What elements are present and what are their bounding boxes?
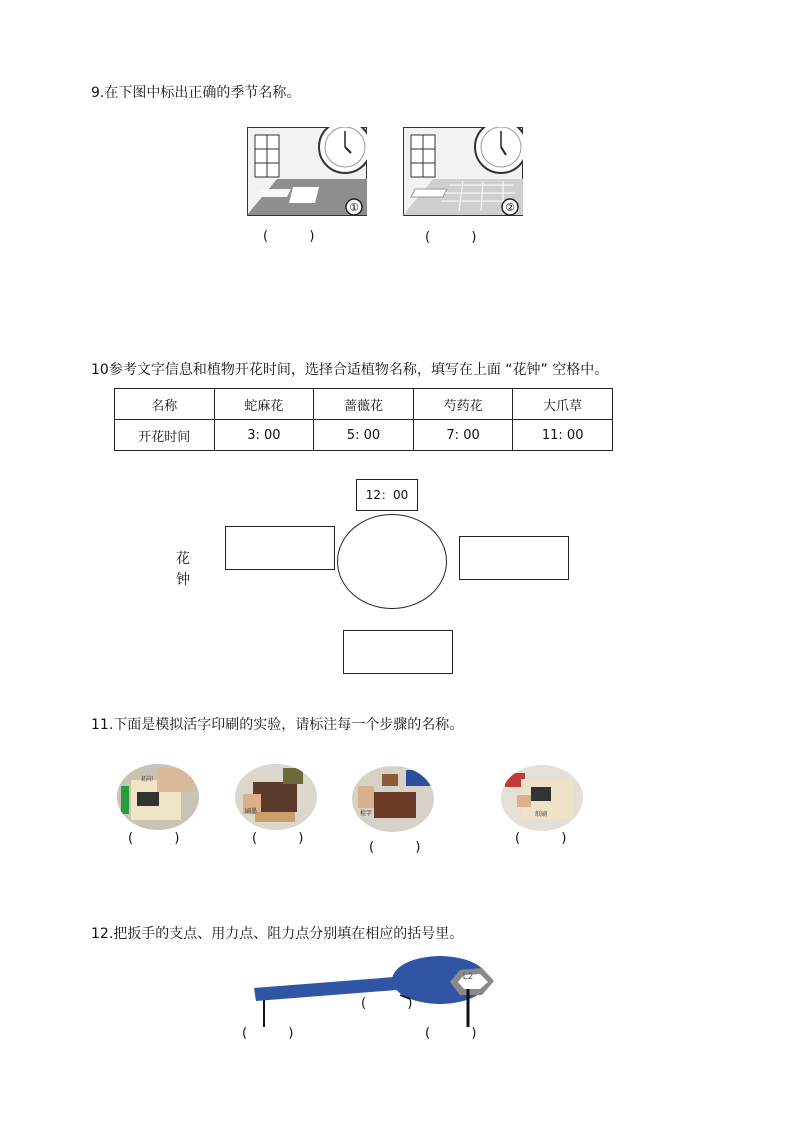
step-1-photo-text: 拓印 (141, 776, 154, 783)
step-3-photo-text: 检字 (360, 810, 373, 817)
question-12-title: 12.把扳手的支点、用力点、阻力点分别填在相应的括号里。 (91, 926, 464, 942)
force-point-answer-paren[interactable]: ( ) (242, 1026, 294, 1041)
flower-clock-label-1: 花 (176, 551, 190, 567)
question-10-title: 10参考文字信息和植物开花时间，选择合适植物名称，填写在上面 “花钟” 空格中。 (91, 362, 609, 378)
step-2-photo-text: 刷墨 (245, 808, 258, 815)
step-3-answer-paren[interactable]: ( ) (369, 840, 421, 855)
step-2-answer-paren[interactable]: ( ) (252, 831, 304, 846)
scene-2-mark: ② (505, 201, 515, 214)
pivot-answer-paren[interactable]: ( ) (361, 996, 413, 1011)
table-cell: 3: 00 (214, 420, 314, 451)
step-4-photo-text: 纸刷 (535, 811, 548, 818)
step-1-photo (117, 764, 199, 830)
question-11-title: 11.下面是模拟活字印刷的实验，请标注每一个步骤的名称。 (91, 717, 464, 733)
step-4-photo (501, 765, 583, 831)
table-row-header (115, 389, 613, 420)
scene-2-answer-paren[interactable]: ( ) (425, 230, 477, 245)
scene-1-illustration (247, 127, 367, 217)
question-9-title: 9.在下图中标出正确的季节名称。 (91, 85, 301, 101)
scene-1-answer-paren[interactable]: ( ) (263, 229, 315, 244)
flower-clock-right-box[interactable] (459, 536, 569, 580)
table-cell: 开花时间 (115, 420, 215, 451)
wrench-diagram (250, 955, 510, 1030)
table-cell: 芍药花 (413, 389, 513, 420)
table-cell: 大爪草 (513, 389, 613, 420)
table-cell: 蔷薇花 (314, 389, 414, 420)
scene-1-mark: ① (349, 201, 359, 214)
step-1-answer-paren[interactable]: ( ) (128, 831, 180, 846)
step-3-photo (352, 766, 434, 832)
clock-top-box: 12：00 (356, 479, 418, 511)
table-cell: 11: 00 (513, 420, 613, 451)
step-2-photo (235, 764, 317, 830)
scene-2-illustration (403, 127, 523, 217)
flower-clock-label-2: 钟 (176, 572, 190, 588)
flower-clock-circle (337, 514, 447, 609)
table-cell: 名称 (115, 389, 215, 420)
table-cell: 7: 00 (413, 420, 513, 451)
nut-label: L2 (462, 972, 474, 982)
table-row-time (115, 420, 613, 451)
flower-clock-bottom-box[interactable] (343, 630, 453, 674)
resistance-point-answer-paren[interactable]: ( ) (425, 1026, 477, 1041)
flower-time-table (114, 388, 613, 451)
flower-clock-left-box[interactable] (225, 526, 335, 570)
table-cell: 蛇麻花 (214, 389, 314, 420)
step-4-answer-paren[interactable]: ( ) (515, 831, 567, 846)
table-cell: 5: 00 (314, 420, 414, 451)
